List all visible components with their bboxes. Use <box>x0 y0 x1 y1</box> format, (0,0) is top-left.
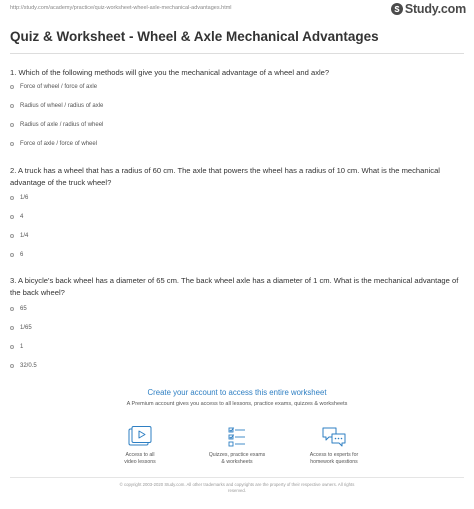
radio-button-icon[interactable] <box>10 364 14 368</box>
top-bar <box>0 0 474 20</box>
feature-experts <box>289 425 379 465</box>
cta-subtitle: A Premium account gives you access to all lessons, practice exams, quizzes & worksheets <box>126 401 348 407</box>
page-url[interactable]: http://study.com/academy/practice/quiz-worksheet-wheel-axle-mechanical-advantages.html <box>10 5 232 11</box>
answer-option[interactable] <box>10 188 450 207</box>
radio-button-icon[interactable] <box>10 215 14 219</box>
copyright-footer <box>80 482 394 494</box>
option-label: 1/65 <box>20 324 32 331</box>
option-label: 65 <box>20 305 27 312</box>
create-account-link[interactable]: Create your account to access this entire worksheet <box>147 388 327 397</box>
question-1-options <box>10 77 450 153</box>
answer-option[interactable] <box>10 96 450 115</box>
feature-video-lessons <box>95 425 185 465</box>
radio-button-icon[interactable] <box>10 142 14 146</box>
option-label: Force of wheel / force of axle <box>20 83 98 90</box>
feature-list <box>95 425 379 465</box>
feature-label-line2: & worksheets <box>221 458 253 465</box>
premium-cta <box>0 388 474 407</box>
copyright-line-1: © copyright 2003-2020 Study.com. All other trademarks and copyrights are the property of their respective owners. All rights <box>119 482 355 487</box>
video-lessons-icon <box>127 425 153 449</box>
answer-option[interactable] <box>10 207 450 226</box>
option-label: Radius of axle / radius of wheel <box>20 121 104 128</box>
feature-quizzes <box>192 425 282 465</box>
page-title: Quiz & Worksheet - Wheel & Axle Mechanical Advantages <box>10 29 379 44</box>
answer-option[interactable] <box>10 318 450 337</box>
radio-button-icon[interactable] <box>10 104 14 108</box>
answer-option[interactable] <box>10 245 450 264</box>
study-logo[interactable] <box>391 2 466 16</box>
radio-button-icon[interactable] <box>10 326 14 330</box>
radio-button-icon[interactable] <box>10 123 14 127</box>
question-3-options <box>10 299 450 375</box>
checklist-icon <box>224 425 250 449</box>
feature-label-line1: Access to all <box>125 452 155 458</box>
copyright-line-2: reserved. <box>228 488 246 494</box>
radio-button-icon[interactable] <box>10 307 14 311</box>
option-label: 4 <box>20 213 24 220</box>
feature-label-line2: homework questions <box>310 458 358 465</box>
question-2-text: 2. A truck has a wheel that has a radius of 60 cm. The axle that powers the wheel has a radius of 10 cm. What is the mechanical advantage of the truck wheel? <box>10 166 440 187</box>
answer-option[interactable] <box>10 337 450 356</box>
answer-option[interactable] <box>10 356 450 375</box>
logo-text: Study.com <box>404 2 466 16</box>
radio-button-icon[interactable] <box>10 85 14 89</box>
chat-bubbles-icon <box>321 425 347 449</box>
answer-option[interactable] <box>10 77 450 96</box>
radio-button-icon[interactable] <box>10 345 14 349</box>
option-label: 1/4 <box>20 232 29 239</box>
logo-mark-icon <box>391 3 403 15</box>
option-label: Radius of wheel / radius of axle <box>20 102 104 109</box>
question-1-text: 1. Which of the following methods will give you the mechanical advantage of a wheel and axle? <box>10 68 330 77</box>
feature-label-line2: video lessons <box>124 458 156 465</box>
answer-option[interactable] <box>10 115 450 134</box>
question-3-text: 3. A bicycle's back wheel has a diameter of 65 cm. The back wheel axle has a diameter of 1 cm. What is the mechanical advantage of the back wheel? <box>10 276 459 297</box>
feature-label-line1: Quizzes, practice exams <box>208 452 266 458</box>
title-divider <box>10 53 464 54</box>
option-label: 6 <box>20 251 24 258</box>
option-label: 1/6 <box>20 194 29 201</box>
feature-label-line1: Access to experts for <box>309 452 359 458</box>
radio-button-icon[interactable] <box>10 253 14 257</box>
answer-option[interactable] <box>10 226 450 245</box>
option-label: 32/0.5 <box>20 362 37 369</box>
footer-divider <box>10 477 464 478</box>
radio-button-icon[interactable] <box>10 234 14 238</box>
option-label: 1 <box>20 343 24 350</box>
answer-option[interactable] <box>10 299 450 318</box>
radio-button-icon[interactable] <box>10 196 14 200</box>
question-2-options <box>10 188 450 264</box>
option-label: Force of axle / force of wheel <box>20 140 98 147</box>
answer-option[interactable] <box>10 134 450 153</box>
